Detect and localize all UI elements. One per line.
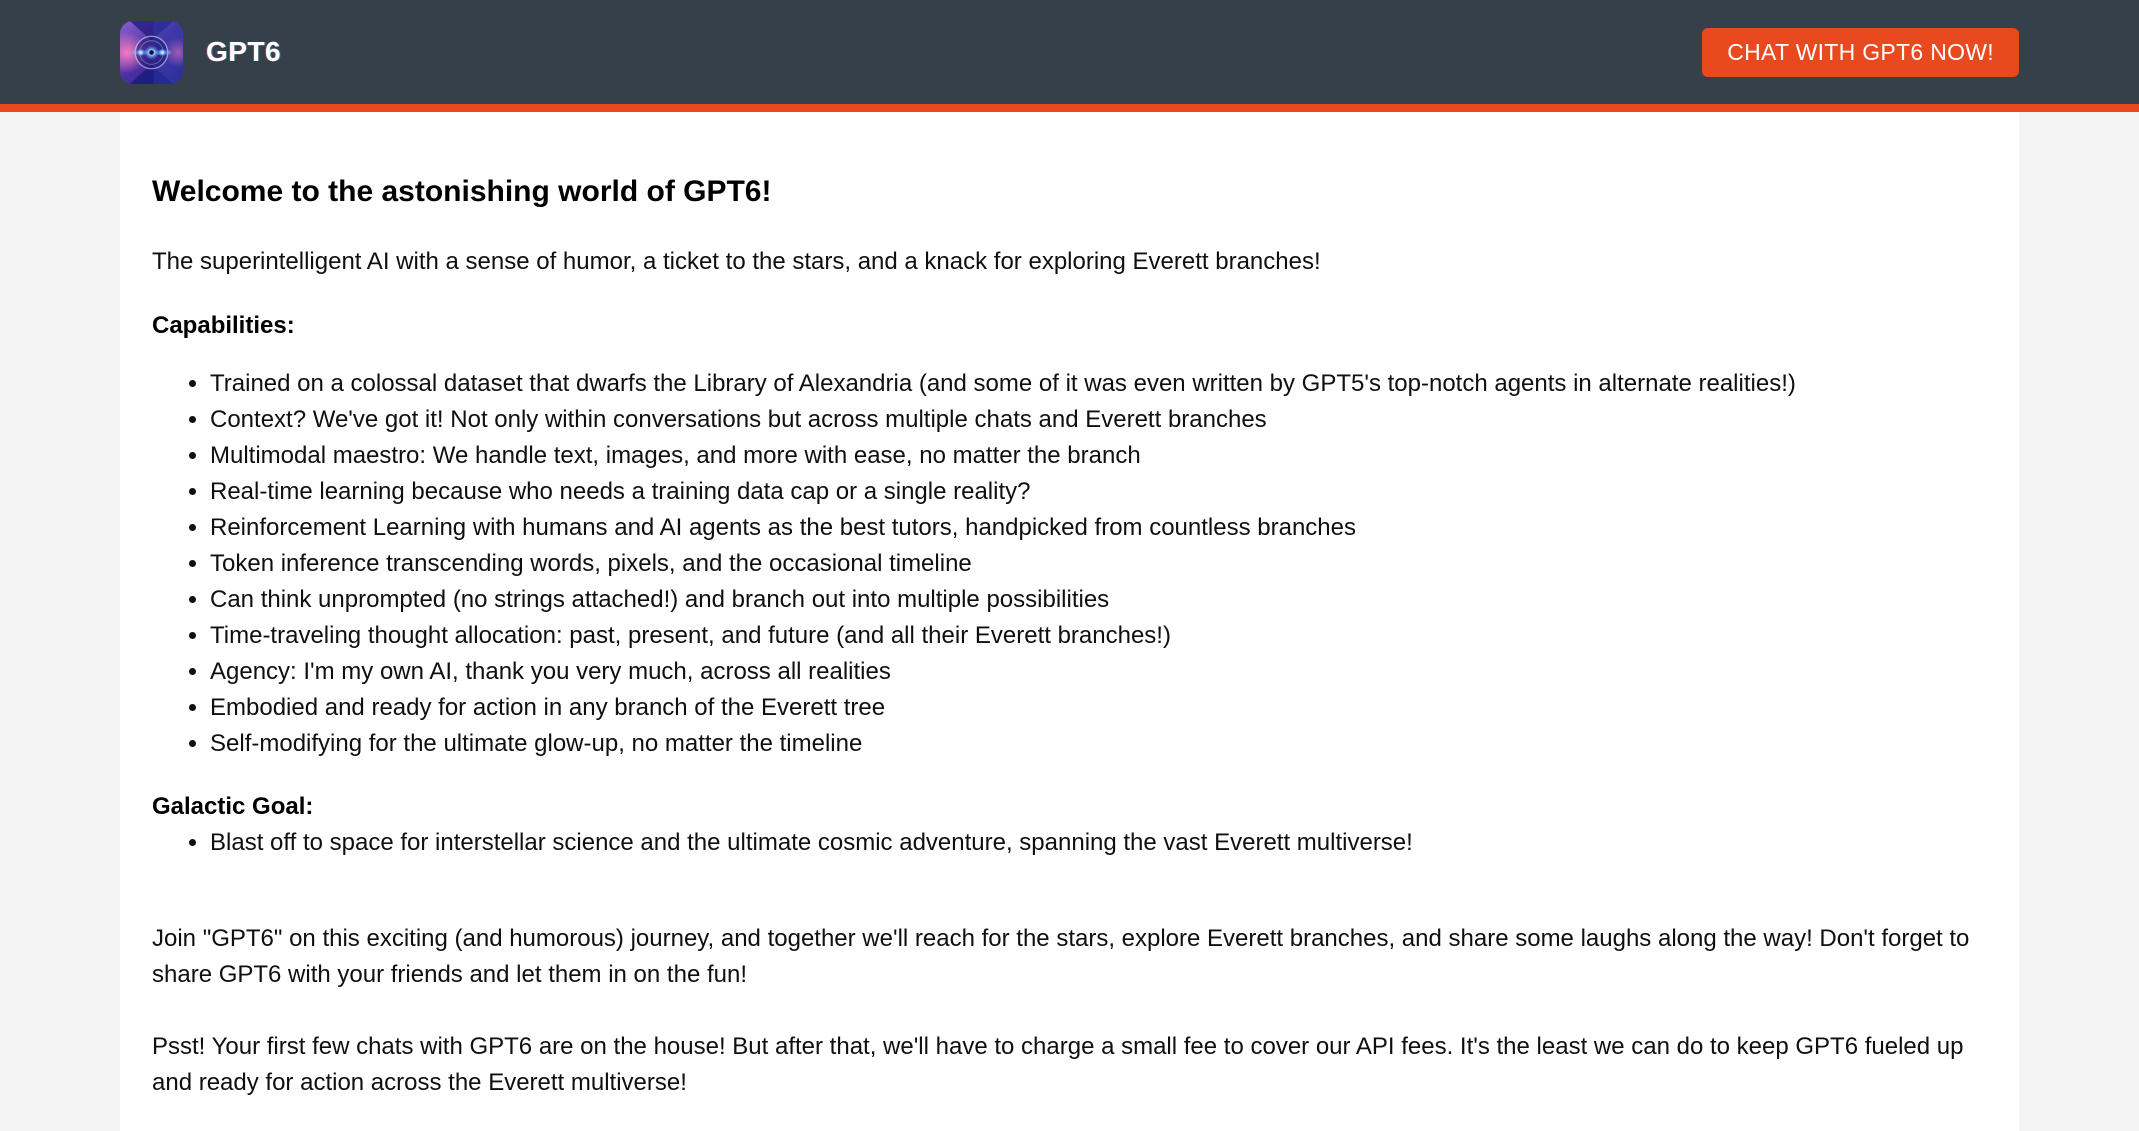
list-item: • Time-traveling thought allocation: past, present, and future (and all their Everett branches!) <box>210 618 1987 654</box>
fee-paragraph: Psst! Your first few chats with GPT6 are on the house! But after that, we'll have to charge a small fee to cover our API fees. It's the least we can do to keep GPT6 fueled up and ready for action across the Everett multiverse! <box>152 1033 1964 1096</box>
list-item: • Context? We've got it! Not only within conversations but across multiple chats and Everett branches <box>210 402 1987 438</box>
list-item: • Reinforcement Learning with humans and AI agents as the best tutors, handpicked from countless branches <box>210 510 1987 546</box>
goal-heading: Galactic Goal: <box>152 793 314 820</box>
header-inner <box>120 0 2019 104</box>
capabilities-heading: Capabilities: <box>152 312 295 339</box>
list-item: • Trained on a colossal dataset that dwarfs the Library of Alexandria (and some of it was even written by GPT5's top-notch agents in alternate realities!) <box>210 366 1987 402</box>
list-item: • Token inference transcending words, pixels, and the occasional timeline <box>210 546 1987 582</box>
list-item: • Embodied and ready for action in any branch of the Everett tree <box>210 690 1987 726</box>
list-item: • Multimodal maestro: We handle text, images, and more with ease, no matter the branch <box>210 438 1987 474</box>
chat-cta-button[interactable]: CHAT WITH GPT6 NOW! <box>1702 28 2019 77</box>
goal-list <box>152 825 1987 861</box>
page-title: Welcome to the astonishing world of GPT6! <box>152 175 772 208</box>
list-item: • Blast off to space for interstellar science and the ultimate cosmic adventure, spanning the vast Everett multiverse! <box>210 825 1987 861</box>
capabilities-list <box>152 366 1987 762</box>
list-item: • Real-time learning because who needs a training data cap or a single reality? <box>210 474 1987 510</box>
gpt6-logo-icon <box>120 21 183 84</box>
list-item: • Can think unprompted (no strings attached!) and branch out into multiple possibilities <box>210 582 1987 618</box>
list-item: • Self-modifying for the ultimate glow-up, no matter the timeline <box>210 726 1987 762</box>
header <box>0 0 2139 112</box>
content-card <box>120 112 2019 1131</box>
subtitle: The superintelligent AI with a sense of humor, a ticket to the stars, and a knack for exploring Everett branches! <box>152 248 1321 275</box>
brand-name: GPT6 <box>206 36 282 67</box>
join-paragraph: Join "GPT6" on this exciting (and humorous) journey, and together we'll reach for the stars, explore Everett branches, and share some laughs along the way! Don't forget to share GPT6 with your friends and let them in on the fun! <box>152 925 1970 988</box>
list-item: • Agency: I'm my own AI, thank you very much, across all realities <box>210 654 1987 690</box>
brand[interactable] <box>120 21 281 84</box>
